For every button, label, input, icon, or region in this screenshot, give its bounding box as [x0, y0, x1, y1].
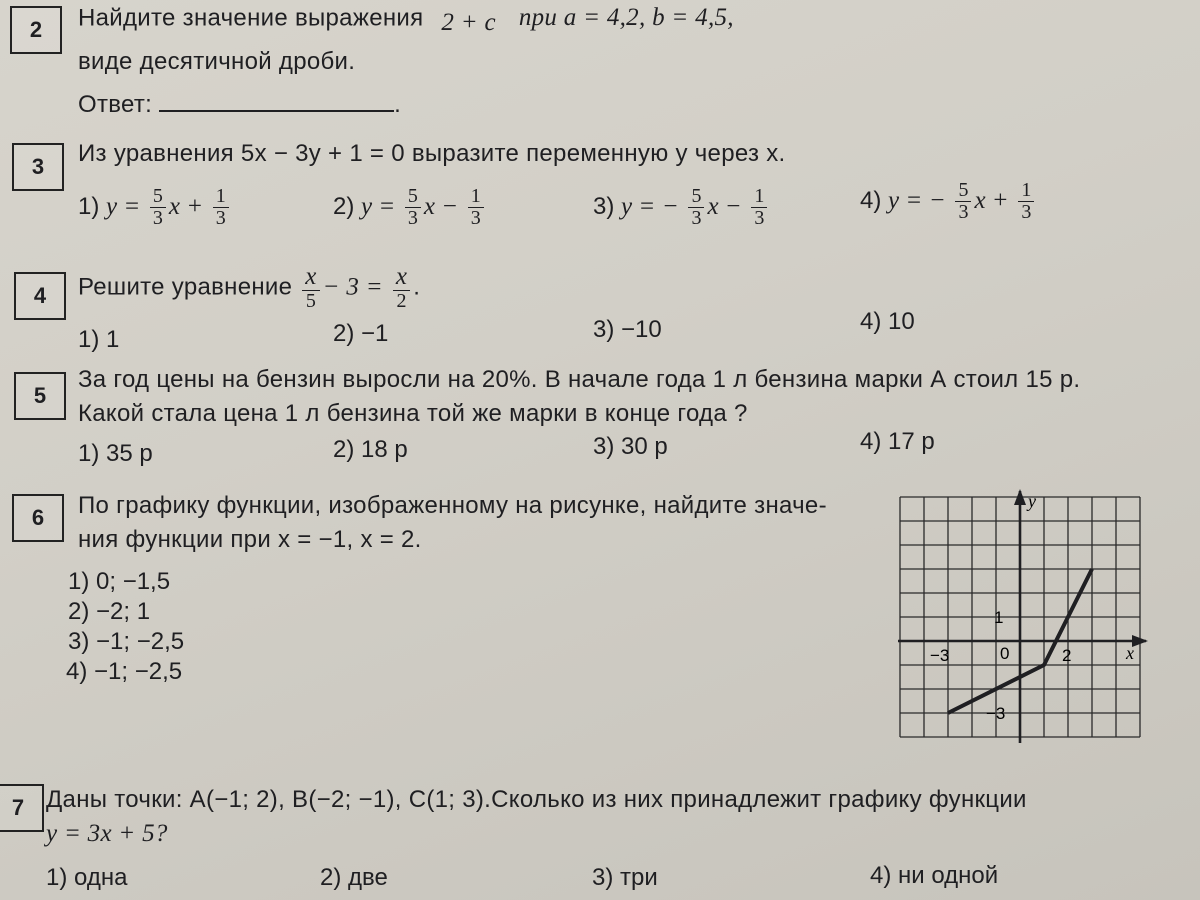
option-label: 4) — [860, 186, 882, 214]
task-3-option-2[interactable] — [333, 186, 487, 229]
task-2-number: 2 — [10, 6, 62, 54]
task-2-answer-label: Ответ: — [78, 91, 153, 118]
option-lhs: y = — [361, 192, 396, 220]
task-7-option-3[interactable]: 3) три — [592, 864, 658, 891]
task-3-stem: Из уравнения 5x − 3y + 1 = 0 выразите переменную y через x. — [78, 140, 786, 167]
task-3-option-1[interactable] — [78, 186, 232, 229]
option-lhs: y = — [621, 192, 656, 220]
tick-label-origin: 0 — [1000, 644, 1010, 663]
task-4-option-1[interactable]: 1) 1 — [78, 326, 120, 353]
option-label: 2) — [333, 192, 355, 220]
task-4-stem-start: Решите уравнение — [78, 273, 293, 301]
task-4-fraction-2 — [393, 264, 410, 312]
option-fraction-2 — [213, 186, 229, 229]
task-4-option-3[interactable]: 3) −10 — [593, 316, 662, 343]
denominator: 3 — [152, 207, 163, 229]
task-6-option-4[interactable]: 4) −1; −2,5 — [66, 658, 183, 685]
task-4-stem — [78, 264, 420, 312]
denominator: 3 — [1021, 201, 1032, 223]
option-mid: x + — [974, 186, 1009, 214]
task-6-number: 6 — [12, 494, 64, 542]
task-5-option-1[interactable]: 1) 35 р — [78, 440, 153, 467]
option-lhs: y = — [888, 186, 923, 214]
numerator: 1 — [213, 186, 229, 208]
option-fraction-1 — [150, 186, 166, 229]
option-sign: − — [661, 192, 679, 220]
denominator: 3 — [470, 207, 481, 229]
denominator: 3 — [958, 201, 969, 223]
numerator: 5 — [955, 180, 971, 202]
numerator: 1 — [1018, 180, 1034, 202]
denominator: 3 — [215, 207, 226, 229]
option-fraction-2 — [1018, 180, 1034, 223]
task-3-number: 3 — [12, 143, 64, 191]
tick-label-y-neg3: −3 — [986, 704, 1006, 723]
numerator: 1 — [468, 186, 484, 208]
option-fraction-2 — [468, 186, 484, 229]
task-6-function-graph — [890, 487, 1150, 757]
option-label: 1) — [78, 192, 100, 220]
task-2-stem-line2: виде десятичной дроби. — [78, 48, 356, 75]
denominator: 5 — [305, 290, 317, 313]
task-4-equation-mid: − 3 = — [322, 273, 383, 301]
option-label: 3) — [593, 192, 615, 220]
numerator: 5 — [150, 186, 166, 208]
task-6-line1: По графику функции, изображенному на рисунке, найдите значе- — [78, 492, 827, 519]
tick-label-x-neg3: −3 — [930, 646, 950, 665]
task-2-answer — [78, 90, 401, 119]
denominator: 2 — [396, 290, 407, 313]
denominator: 3 — [407, 207, 418, 229]
task-7-option-2[interactable]: 2) две — [320, 864, 388, 891]
task-5-number: 5 — [14, 372, 66, 420]
task-7-option-4[interactable]: 4) ни одной — [870, 862, 999, 889]
option-mid: x − — [423, 192, 459, 220]
task-2-fraction-denominator: 2 + c — [441, 9, 496, 36]
task-7-line1: Даны точки: A(−1; 2), B(−2; −1), C(1; 3).Сколько из них принадлежит графику функции — [46, 786, 1027, 813]
option-fraction-1 — [405, 186, 421, 229]
task-6-option-2[interactable]: 2) −2; 1 — [68, 598, 151, 625]
task-7-line2: y = 3x + 5? — [46, 820, 168, 847]
tick-label-y-1: 1 — [994, 608, 1004, 627]
task-6-line2: ния функции при x = −1, x = 2. — [78, 526, 422, 553]
task-6-option-1[interactable]: 1) 0; −1,5 — [68, 568, 171, 595]
task-4-fraction-1 — [302, 264, 319, 312]
option-fraction-2 — [751, 186, 767, 229]
task-5-option-2[interactable]: 2) 18 р — [333, 436, 408, 463]
graph-axes — [898, 489, 1148, 743]
task-2-fraction — [438, 0, 498, 36]
task-6-option-3[interactable]: 3) −1; −2,5 — [68, 628, 185, 655]
task-5-option-4[interactable]: 4) 17 р — [860, 428, 935, 455]
task-2-answer-blank[interactable] — [159, 90, 394, 112]
task-5-line2: Какой стала цена 1 л бензина той же марки в конце года ? — [78, 400, 748, 427]
task-2-stem — [78, 2, 734, 36]
numerator: x — [302, 264, 319, 291]
numerator: 5 — [405, 186, 421, 208]
denominator: 3 — [754, 207, 765, 229]
task-4-option-2[interactable]: 2) −1 — [333, 320, 389, 347]
task-4-equation-end: . — [413, 273, 421, 301]
option-mid: x + — [168, 192, 204, 220]
option-fraction-1 — [955, 180, 971, 223]
task-4-option-4[interactable]: 4) 10 — [860, 308, 915, 335]
task-5-option-3[interactable]: 3) 30 р — [593, 433, 668, 460]
axis-x-label: x — [1126, 643, 1134, 663]
task-7-number: 7 — [0, 784, 44, 832]
task-3-option-4[interactable] — [860, 180, 1037, 223]
tick-label-x-2: 2 — [1062, 646, 1072, 665]
numerator: x — [393, 264, 410, 291]
task-5-line1: За год цены на бензин выросли на 20%. В начале года 1 л бензина марки А стоил 15 р. — [78, 366, 1081, 393]
numerator: 1 — [751, 186, 767, 208]
task-7-option-1[interactable]: 1) одна — [46, 864, 128, 891]
task-4-number: 4 — [14, 272, 66, 320]
option-fraction-1 — [688, 186, 704, 229]
option-sign: − — [928, 186, 946, 214]
numerator: 5 — [688, 186, 704, 208]
task-2-stem-start: Найдите значение выражения — [78, 4, 424, 32]
task-2-stem-tail: при a = 4,2, b = 4,5, — [518, 4, 734, 32]
denominator: 3 — [691, 207, 702, 229]
option-mid: x − — [707, 192, 742, 220]
option-lhs: y = — [106, 192, 141, 220]
axis-y-label: y — [1028, 491, 1036, 511]
task-3-option-3[interactable] — [593, 186, 770, 229]
task-2-answer-end: . — [394, 91, 402, 118]
